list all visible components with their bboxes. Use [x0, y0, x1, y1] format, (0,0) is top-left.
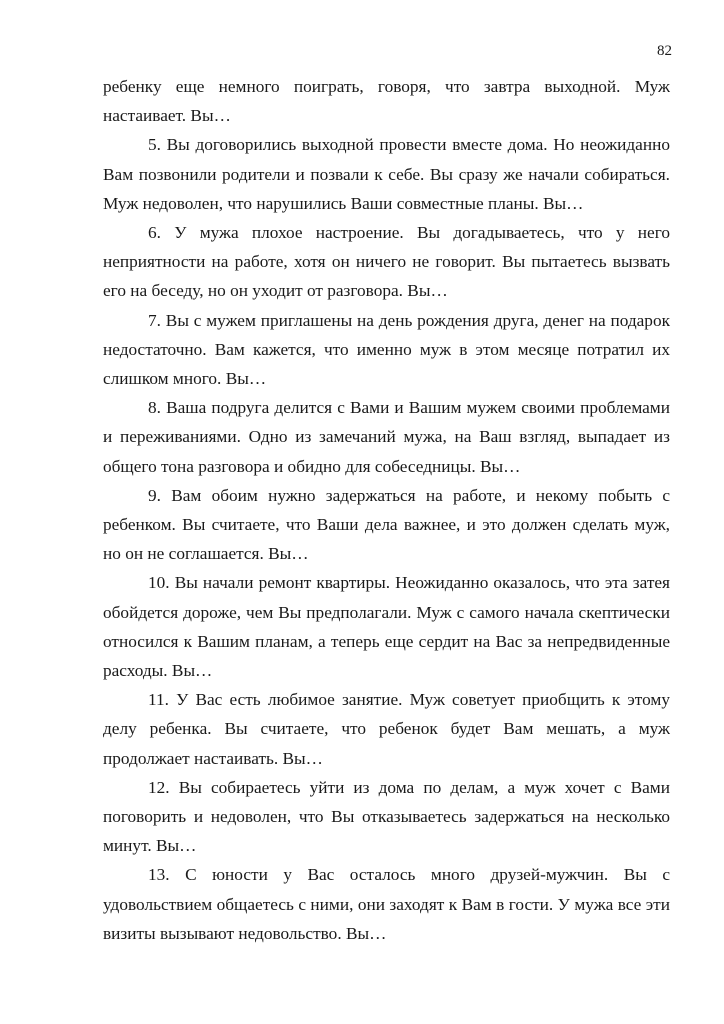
- item-number: 11.: [148, 690, 169, 710]
- item-number: 10.: [148, 573, 170, 593]
- document-body: [103, 72, 670, 948]
- page-number: 82: [657, 43, 672, 59]
- item-number: 7.: [148, 310, 161, 330]
- paragraph-text: У Вас есть любимое занятие. Муж советует приобщить к этому делу ребенка. Вы считаете, что ребенок будет Вам мешать, а муж продолжает настаивать. Вы…: [103, 690, 670, 768]
- paragraph-item-12: [103, 773, 670, 861]
- paragraph-text: С юности у Вас осталось много друзей-мужчин. Вы с удовольствием общаетесь с ними, они заходят к Вам в гости. У мужа все эти визиты вызывают недовольство. Вы…: [103, 865, 670, 943]
- paragraph-item-10: [103, 568, 670, 685]
- paragraph-text: Вам обоим нужно задержаться на работе, и некому побыть с ребенком. Вы считаете, что Ваши дела важнее, и это должен сделать муж, но он не соглашается. Вы…: [103, 485, 670, 564]
- item-number: 6.: [148, 223, 161, 243]
- paragraph-text: Вы собираетесь уйти из дома по делам, а муж хочет с Вами поговорить и недоволен, что Вы отказываетесь задержаться на несколько минут. Вы…: [103, 777, 670, 856]
- item-number: 12.: [148, 777, 170, 797]
- item-number: 13.: [148, 865, 170, 885]
- paragraph-item-13: [103, 860, 670, 948]
- item-number: 5.: [148, 135, 161, 155]
- paragraph-text: У мужа плохое настроение. Вы догадываетесь, что у него неприятности на работе, хотя он ничего не говорит. Вы пытаетесь вызвать его на беседу, но он уходит от разговора. Вы…: [103, 223, 670, 301]
- paragraph-item-9: [103, 481, 670, 569]
- paragraph-item-7: [103, 306, 670, 394]
- item-number: 8.: [148, 398, 161, 418]
- paragraph-continuation: [103, 72, 670, 130]
- paragraph-text: Ваша подруга делится с Вами и Вашим мужем своими проблемами и переживаниями. Одно из замечаний мужа, на Ваш взгляд, выпадает из общего тона разговора и обидно для собеседницы. Вы…: [103, 398, 670, 476]
- paragraph-item-8: [103, 393, 670, 481]
- paragraph-text: ребенку еще немного поиграть, говоря, что завтра выходной. Муж настаивает. Вы…: [103, 77, 670, 126]
- paragraph-item-5: [103, 130, 670, 218]
- paragraph-text: Вы с мужем приглашены на день рождения друга, денег на подарок недостаточно. Вам кажется, что именно муж в этом месяце потратил их слишком много. Вы…: [103, 310, 670, 389]
- paragraph-item-11: [103, 685, 670, 773]
- paragraph-text: Вы начали ремонт квартиры. Неожиданно оказалось, что эта затея обойдется дороже, чем Вы предполагали. Муж с самого начала скептически относился к Вашим планам, а теперь еще сердит на Вас за непредвиденные расходы. Вы…: [103, 573, 670, 681]
- paragraph-text: Вы договорились выходной провести вместе дома. Но неожиданно Вам позвонили родители и позвали к себе. Вы сразу же начали собираться. Муж недоволен, что нарушились Ваши совместные планы. Вы…: [103, 135, 670, 213]
- item-number: 9.: [148, 485, 161, 505]
- paragraph-item-6: [103, 218, 670, 306]
